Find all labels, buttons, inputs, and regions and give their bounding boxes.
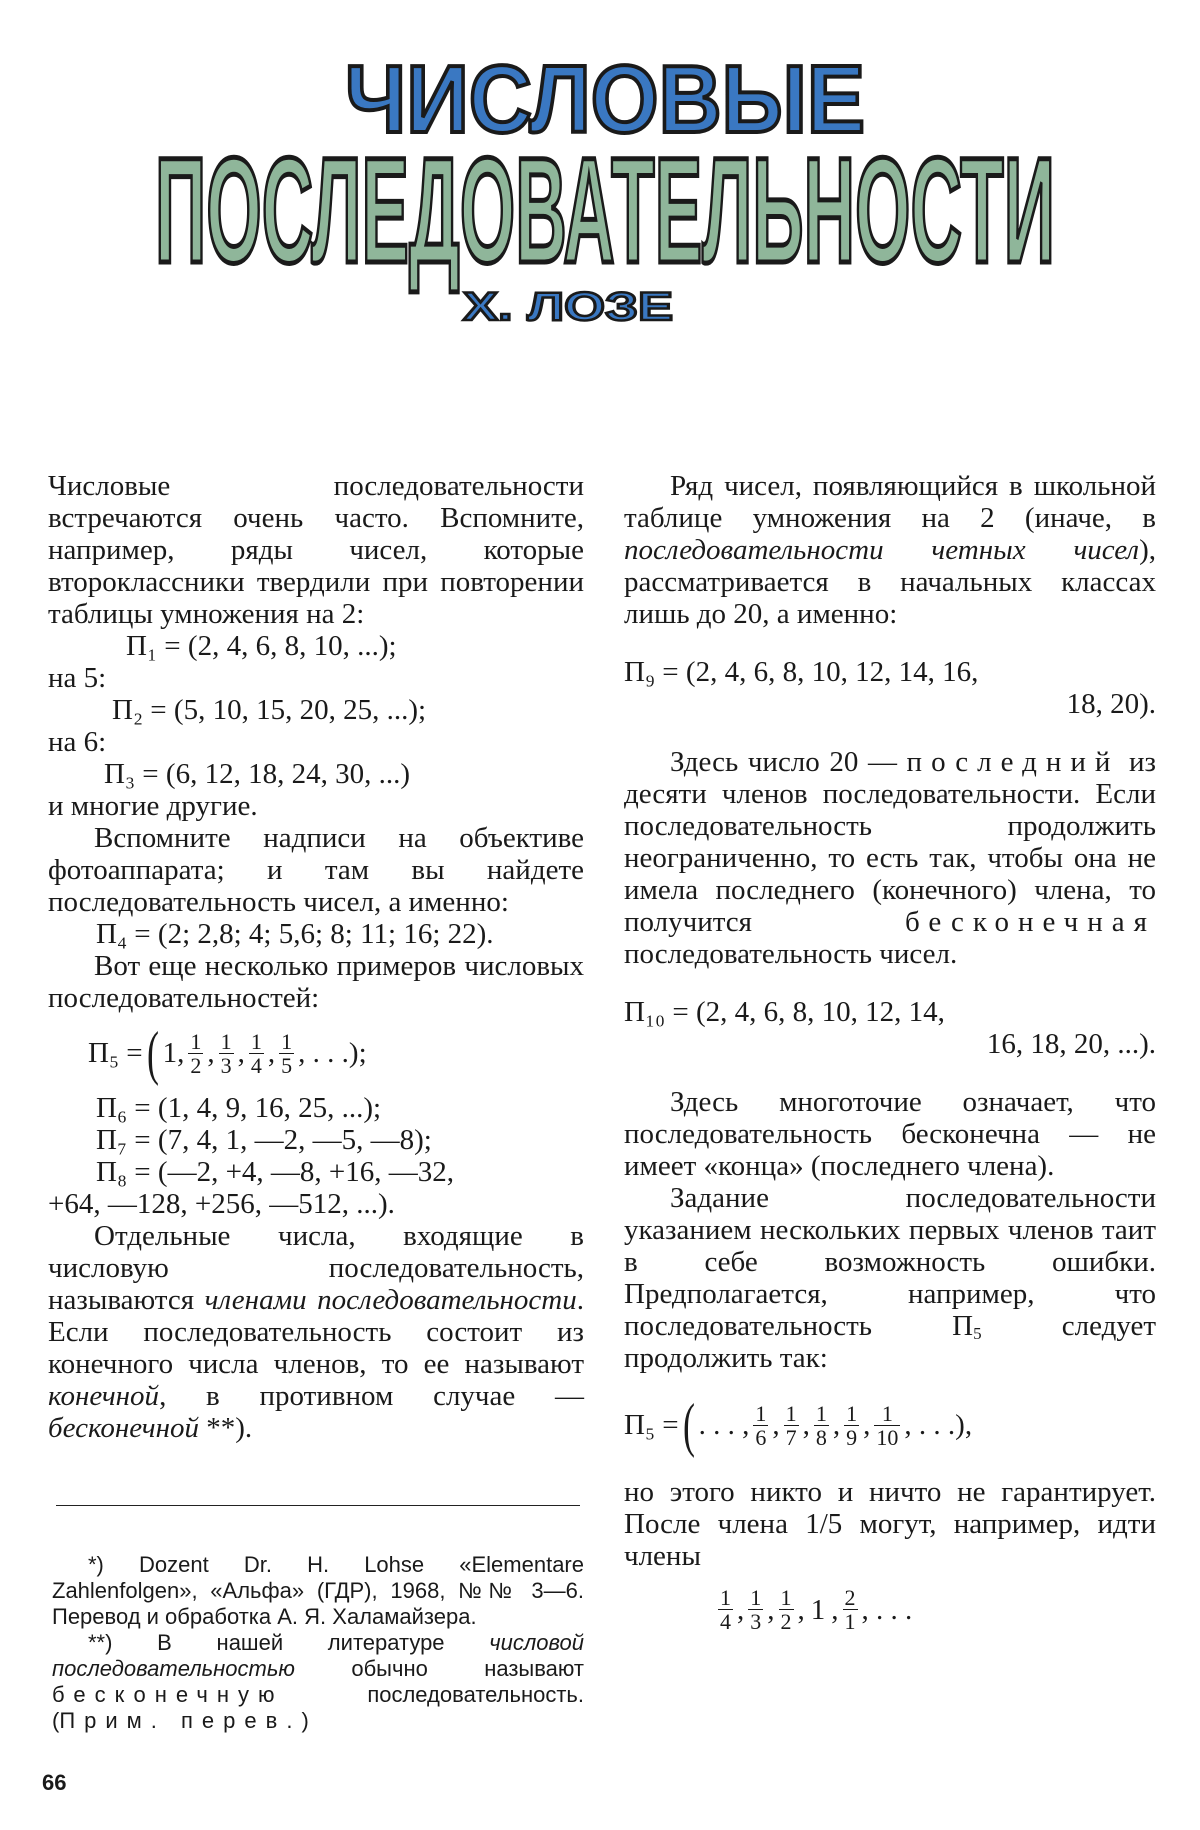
footnote-rule — [56, 1505, 580, 1506]
equation-p3: П₃ = (6, 12, 18, 24, 30, ...) — [104, 758, 410, 790]
equation-p2: П₂ = (5, 10, 15, 20, 25, ...); — [112, 694, 427, 726]
fraction: 1 9 — [846, 1400, 858, 1450]
equation-p5-lead: П₅ = — [88, 1037, 143, 1069]
title-block — [150, 40, 1060, 340]
ambiguity-paragraph: Задание последовательности указанием нескольких первых членов таит в себе возможность ошибки. Предполагается, например, что последовательность $П_5$ следует продолжить так: — [624, 1182, 1156, 1374]
label-na6: на 6: — [48, 726, 107, 758]
equation-p10-line1: П₁₀ = (2, 4, 6, 8, 10, 12, 14, — [624, 996, 945, 1028]
alt-one: 1 — [810, 1593, 826, 1626]
title-artwork — [150, 40, 1060, 340]
equation-p5-comma: , — [177, 1037, 185, 1069]
definition-paragraph: Отдельные числа, входящие в числовую последовательность, называются членами последовательности. Если последовательность состоит из конечного числа членов, то ее называют конечной, в противном случае — бесконечной **). — [48, 1220, 584, 1444]
footnote-1: *) Dozent Dr. H. Lohse «Elementare Zahlenfolgen», «Альфа» (ГДР), 1968, №№ 3—6. Перевод и обработка А. Я. Халамайзера. — [52, 1552, 584, 1629]
equation-p8-line2: +64, —128, +256, —512, ...). — [48, 1188, 395, 1220]
fraction: 1 4 — [720, 1585, 731, 1634]
camera-paragraph: Вспомните надписи на объективе фотоаппарата; и там вы найдете последовательность чисел, а именно: — [48, 822, 584, 918]
many-others: и многие другие. — [48, 790, 258, 822]
equation-p5-tail: , . . .); — [298, 1037, 367, 1069]
paren-open: ( — [682, 1392, 695, 1458]
left-column — [48, 470, 584, 1444]
title-line-1: ЧИСЛОВЫЕ — [345, 46, 865, 153]
intro-paragraph: Числовые последовательности встречаются очень часто. Вспомните, например, ряды чисел, которые второклассники твердили при повторении таблицы умножения на 2: — [48, 470, 584, 630]
fraction: 1 5 — [281, 1028, 293, 1078]
fraction: 1 10 — [876, 1400, 899, 1450]
equation-alternative: 1 4 , 1 3 , 1 2 , 1 , 2 1 , . . . — [720, 1585, 913, 1634]
equation-p5b-head: . . . , — [698, 1409, 750, 1441]
fraction: 1 4 — [250, 1028, 262, 1078]
fraction: 1 8 — [815, 1400, 827, 1450]
equation-p1: П₁ = (2, 4, 6, 8, 10, ...); — [126, 630, 397, 662]
ellipsis-paragraph: Здесь многоточие означает, что последовательность бесконечна — не имеет «конца» (последнего члена). — [624, 1086, 1156, 1182]
equation-p10-line2: 16, 18, 20, ...). — [986, 1028, 1156, 1060]
last-member-paragraph: Здесь число 20 — последний из десяти членов последовательности. Если последовательность продолжить неограниченно, то есть так, чтобы она не имела последнего (конечного) члена, то получится бесконечная последовательность чисел. — [624, 746, 1156, 970]
alt-tail: , . . . — [861, 1593, 913, 1626]
equation-p5-one: 1 — [162, 1037, 178, 1069]
equation-p5-continued: П₅ = ( . . . , 1 6 , 1 7 , 1 8 , 1 9 , 1 10 , . . .), — [624, 1392, 973, 1458]
fraction: 1 2 — [780, 1585, 792, 1634]
equation-p4: П₄ = (2; 2,8; 4; 5,6; 8; 11; 16; 22). — [96, 918, 494, 950]
fraction: 1 3 — [750, 1585, 762, 1634]
table-paragraph: Ряд чисел, появляющийся в школьной таблице умножения на 2 (иначе, в последовательности четных чисел), рассматривается в начальных классах лишь до 20, а именно: — [624, 470, 1156, 630]
author-name: Х. ЛОЗЕ — [463, 285, 673, 329]
label-na5: на 5: — [48, 662, 107, 694]
equation-p8-line1: П₈ = (—2, +4, —8, +16, —32, — [96, 1156, 455, 1188]
equation-p9-line2: 18, 20). — [1066, 688, 1156, 720]
equation-p9-line1: П₉ = (2, 4, 6, 8, 10, 12, 14, 16, — [624, 656, 979, 688]
title-line-2: ПОСЛЕДОВАТЕЛЬНОСТИ — [155, 126, 1055, 294]
equation-p5b-tail: , . . .), — [904, 1409, 973, 1441]
examples-paragraph: Вот еще несколько примеров числовых последовательностей: — [48, 950, 584, 1014]
paren-open: ( — [146, 1020, 159, 1086]
footnote-2: **) В нашей литературе числовой последовательностью обычно называют бесконечную последовательность. (Прим. перев.) — [52, 1630, 584, 1733]
footnotes — [52, 1552, 584, 1734]
equation-p6: П₆ = (1, 4, 9, 16, 25, ...); — [96, 1092, 382, 1124]
fraction: 1 3 — [220, 1028, 232, 1078]
page-number: 66 — [42, 1770, 67, 1795]
equation-p5b-lead: П₅ = — [624, 1409, 679, 1441]
fraction: 2 1 — [844, 1585, 856, 1634]
fraction: 1 7 — [785, 1400, 797, 1450]
fraction: 1 6 — [755, 1400, 767, 1450]
fraction: 1 2 — [190, 1028, 202, 1078]
equation-p5: П₅ = ( 1 , 1 2 , 1 3 , 1 4 , 1 5 , . . .); — [88, 1020, 367, 1086]
guarantee-paragraph: но этого никто и ничто не гарантирует. После члена 1/5 могут, например, идти члены — [624, 1476, 1156, 1572]
right-column — [624, 470, 1156, 1633]
equation-p7: П₇ = (7, 4, 1, —2, —5, —8); — [96, 1124, 432, 1156]
